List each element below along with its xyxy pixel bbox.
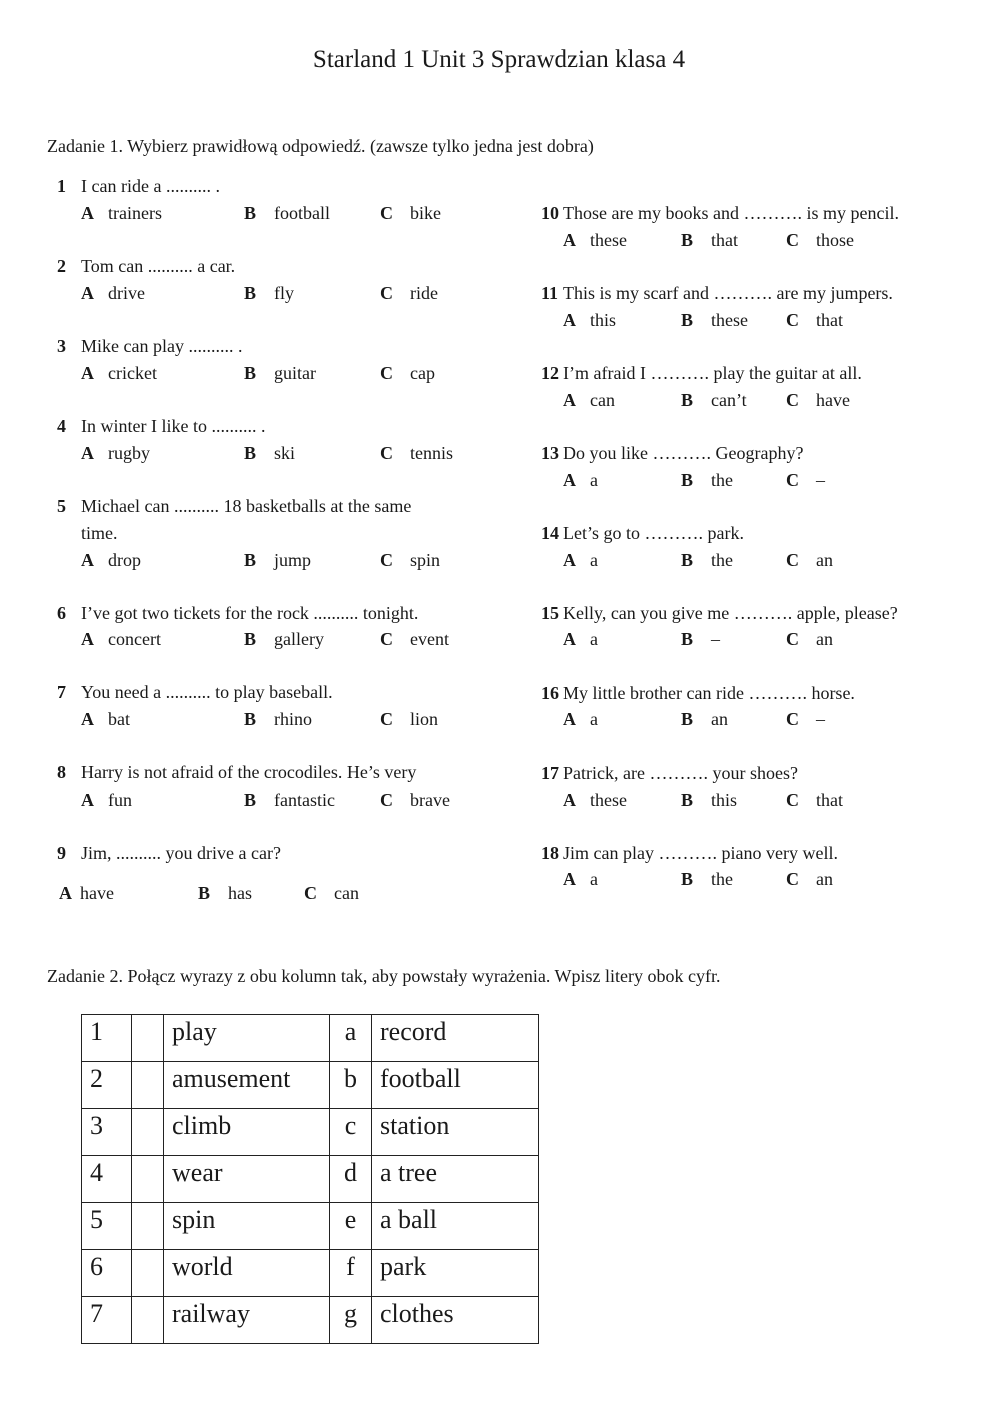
question-number: 11 <box>541 283 559 303</box>
task-2-instruction: Zadanie 2. Połącz wyrazy z obu kolumn tak, aby powstały wyrażenia. Wpisz litery obok cyfr. <box>47 966 721 986</box>
option-b[interactable]: the <box>711 869 733 889</box>
question-text: You need a .......... to play baseball. <box>81 682 333 702</box>
right-word: football <box>372 1062 539 1109</box>
option-a[interactable]: drop <box>108 550 141 570</box>
option-c[interactable]: an <box>816 869 833 889</box>
row-number: 1 <box>82 1015 132 1062</box>
question-text-continued: time. <box>81 523 118 543</box>
option-a-label: A <box>59 883 72 903</box>
option-b-label: B <box>244 709 257 729</box>
table-row <box>82 1062 539 1109</box>
option-a-label: A <box>81 709 94 729</box>
option-b-label: B <box>244 283 257 303</box>
option-b-label: B <box>244 790 257 810</box>
option-a-label: A <box>81 550 94 570</box>
question-number: 6 <box>57 603 66 623</box>
option-a-label: A <box>81 790 94 810</box>
answer-cell[interactable] <box>132 1015 164 1062</box>
answer-cell[interactable] <box>132 1250 164 1297</box>
question-text: Tom can .......... a car. <box>81 256 236 276</box>
option-b-label: B <box>681 790 694 810</box>
right-letter: d <box>330 1156 372 1203</box>
right-word: station <box>372 1109 539 1156</box>
option-b-label: B <box>244 363 257 383</box>
option-b[interactable]: fantastic <box>274 790 335 810</box>
option-c[interactable]: that <box>816 310 843 330</box>
right-letter: g <box>330 1297 372 1344</box>
right-letter: a <box>330 1015 372 1062</box>
table-row <box>82 1250 539 1297</box>
option-a[interactable]: drive <box>108 283 145 303</box>
option-c[interactable]: event <box>410 629 449 649</box>
right-letter: c <box>330 1109 372 1156</box>
option-c-label: C <box>786 310 799 330</box>
question-text: Patrick, are ………. your shoes? <box>563 763 798 783</box>
option-b[interactable]: has <box>228 883 252 903</box>
option-b-label: B <box>681 230 694 250</box>
page-title: Starland 1 Unit 3 Sprawdzian klasa 4 <box>312 46 686 73</box>
option-c-label: C <box>304 883 317 903</box>
question-number: 5 <box>57 496 66 516</box>
option-c[interactable]: an <box>816 629 833 649</box>
option-c[interactable]: lion <box>410 709 439 729</box>
answer-cell[interactable] <box>132 1203 164 1250</box>
option-a-label: A <box>563 390 576 410</box>
row-number: 3 <box>82 1109 132 1156</box>
question-number: 12 <box>541 363 559 383</box>
option-c[interactable]: an <box>816 550 833 570</box>
option-b-label: B <box>244 203 257 223</box>
question-number: 3 <box>57 336 66 356</box>
right-word: clothes <box>372 1297 539 1344</box>
right-word: a ball <box>372 1203 539 1250</box>
option-b[interactable]: rhino <box>274 709 312 729</box>
row-number: 4 <box>82 1156 132 1203</box>
option-c-label: C <box>786 470 799 490</box>
table-row <box>82 1156 539 1203</box>
option-b-label: B <box>681 869 694 889</box>
left-word: world <box>164 1250 330 1297</box>
option-a[interactable]: rugby <box>108 443 150 463</box>
option-c[interactable]: – <box>816 709 825 729</box>
option-c[interactable]: have <box>816 390 850 410</box>
option-a[interactable]: trainers <box>108 203 162 223</box>
option-a[interactable]: fun <box>108 790 132 810</box>
question-number: 4 <box>57 416 66 436</box>
question-text: Michael can .......... 18 basketballs at the same <box>81 496 412 516</box>
question-text: Kelly, can you give me ………. apple, please? <box>563 603 898 623</box>
option-c-label: C <box>786 629 799 649</box>
question-number: 14 <box>541 523 559 543</box>
option-b-label: B <box>681 310 694 330</box>
option-c[interactable]: can <box>334 883 359 903</box>
option-b[interactable]: jump <box>274 550 312 570</box>
option-a[interactable]: a <box>590 470 598 490</box>
question-text: Jim, .......... you drive a car? <box>81 843 281 863</box>
option-c[interactable]: ride <box>410 283 438 303</box>
question-number: 9 <box>57 843 66 863</box>
question-text: Do you like ………. Geography? <box>563 443 804 463</box>
option-b[interactable]: an <box>711 709 728 729</box>
answer-cell[interactable] <box>132 1297 164 1344</box>
option-a[interactable]: these <box>590 230 627 250</box>
question-text: My little brother can ride ………. horse. <box>563 683 855 703</box>
question-number: 8 <box>57 762 66 782</box>
option-c-label: C <box>380 550 393 570</box>
question-text: I can ride a .......... . <box>81 176 220 196</box>
option-c[interactable]: brave <box>410 790 450 810</box>
option-b-label: B <box>244 443 257 463</box>
table-row <box>82 1297 539 1344</box>
question-number: 16 <box>541 683 559 703</box>
option-c-label: C <box>380 363 393 383</box>
question-number: 10 <box>541 203 559 223</box>
question-text: This is my scarf and ………. are my jumpers. <box>563 283 893 303</box>
left-word: play <box>164 1015 330 1062</box>
table-row <box>82 1109 539 1156</box>
option-c[interactable]: bike <box>410 203 441 223</box>
row-number: 7 <box>82 1297 132 1344</box>
option-b-label: B <box>681 390 694 410</box>
option-b[interactable]: gallery <box>274 629 324 649</box>
option-c-label: C <box>786 790 799 810</box>
right-word: park <box>372 1250 539 1297</box>
option-b-label: B <box>244 629 257 649</box>
option-c-label: C <box>380 443 393 463</box>
option-b-label: B <box>681 470 694 490</box>
option-c-label: C <box>380 283 393 303</box>
option-b[interactable]: fly <box>274 283 294 303</box>
option-a-label: A <box>563 629 576 649</box>
option-a[interactable]: bat <box>108 709 130 729</box>
option-b[interactable]: this <box>711 790 738 810</box>
option-a-label: A <box>563 709 576 729</box>
question-number: 2 <box>57 256 66 276</box>
option-b[interactable]: that <box>711 230 738 250</box>
answer-cell[interactable] <box>132 1156 164 1203</box>
option-a-label: A <box>81 629 94 649</box>
right-letter: e <box>330 1203 372 1250</box>
option-c[interactable]: spin <box>410 550 441 570</box>
question-number: 15 <box>541 603 559 623</box>
option-b[interactable]: ski <box>274 443 296 463</box>
option-c-label: C <box>786 869 799 889</box>
answer-cell[interactable] <box>132 1062 164 1109</box>
option-c-label: C <box>380 203 393 223</box>
option-a[interactable]: can <box>590 390 615 410</box>
question-text: In winter I like to .......... . <box>81 416 266 436</box>
option-b[interactable]: football <box>274 203 330 223</box>
option-c[interactable]: – <box>816 470 825 490</box>
option-c[interactable]: tennis <box>410 443 453 463</box>
option-a-label: A <box>563 230 576 250</box>
right-word: record <box>372 1015 539 1062</box>
matching-table <box>81 1014 539 1344</box>
option-a[interactable]: cricket <box>108 363 157 383</box>
row-number: 6 <box>82 1250 132 1297</box>
option-a-label: A <box>563 470 576 490</box>
question-number: 17 <box>541 763 559 783</box>
question-text: Let’s go to ………. park. <box>563 523 744 543</box>
option-b-label: B <box>244 550 257 570</box>
option-a[interactable]: these <box>590 790 627 810</box>
option-a-label: A <box>563 790 576 810</box>
table-row <box>82 1203 539 1250</box>
question-text: Harry is not afraid of the crocodiles. He’s very <box>81 762 417 782</box>
option-a[interactable]: a <box>590 709 598 729</box>
option-c-label: C <box>380 629 393 649</box>
option-c[interactable]: those <box>816 230 854 250</box>
right-word: a tree <box>372 1156 539 1203</box>
option-c-label: C <box>380 709 393 729</box>
option-b[interactable]: the <box>711 550 733 570</box>
right-letter: b <box>330 1062 372 1109</box>
left-word: spin <box>164 1203 330 1250</box>
option-a-label: A <box>563 310 576 330</box>
question-number: 7 <box>57 682 66 702</box>
question-text: Jim can play ………. piano very well. <box>563 843 838 863</box>
answer-cell[interactable] <box>132 1109 164 1156</box>
option-a-label: A <box>81 443 94 463</box>
option-a[interactable]: a <box>590 869 598 889</box>
left-word: wear <box>164 1156 330 1203</box>
question-text: I’m afraid I ………. play the guitar at all. <box>563 363 862 383</box>
right-letter: f <box>330 1250 372 1297</box>
table-row <box>82 1015 539 1062</box>
question-text: Mike can play .......... . <box>81 336 243 356</box>
option-b-label: B <box>681 550 694 570</box>
task-1-instruction: Zadanie 1. Wybierz prawidłową odpowiedź. (zawsze tylko jedna jest dobra) <box>47 136 594 156</box>
question-number: 18 <box>541 843 559 863</box>
option-a-label: A <box>563 550 576 570</box>
option-c-label: C <box>786 550 799 570</box>
question-text: Those are my books and ………. is my pencil. <box>563 203 899 223</box>
option-b-label: B <box>198 883 211 903</box>
question-text: I’ve got two tickets for the rock .......... tonight. <box>81 603 419 623</box>
option-b-label: B <box>681 709 694 729</box>
option-b[interactable]: – <box>711 629 720 649</box>
left-word: climb <box>164 1109 330 1156</box>
option-c[interactable]: cap <box>410 363 435 383</box>
row-number: 5 <box>82 1203 132 1250</box>
option-b-label: B <box>681 629 694 649</box>
option-b[interactable]: guitar <box>274 363 316 383</box>
option-c-label: C <box>786 230 799 250</box>
option-a-label: A <box>563 869 576 889</box>
option-c[interactable]: that <box>816 790 843 810</box>
option-c-label: C <box>786 390 799 410</box>
question-number: 1 <box>57 176 66 196</box>
option-a[interactable]: concert <box>108 629 161 649</box>
option-c-label: C <box>786 709 799 729</box>
left-word: railway <box>164 1297 330 1344</box>
option-a-label: A <box>81 203 94 223</box>
option-a[interactable]: have <box>80 883 114 903</box>
question-number: 13 <box>541 443 559 463</box>
option-b[interactable]: these <box>711 310 748 330</box>
option-a[interactable]: this <box>590 310 617 330</box>
option-a[interactable]: a <box>590 550 598 570</box>
left-word: amusement <box>164 1062 330 1109</box>
option-a[interactable]: a <box>590 629 598 649</box>
row-number: 2 <box>82 1062 132 1109</box>
option-b[interactable]: can’t <box>711 390 747 410</box>
option-a-label: A <box>81 283 94 303</box>
option-b[interactable]: the <box>711 470 733 490</box>
option-c-label: C <box>380 790 393 810</box>
option-a-label: A <box>81 363 94 383</box>
